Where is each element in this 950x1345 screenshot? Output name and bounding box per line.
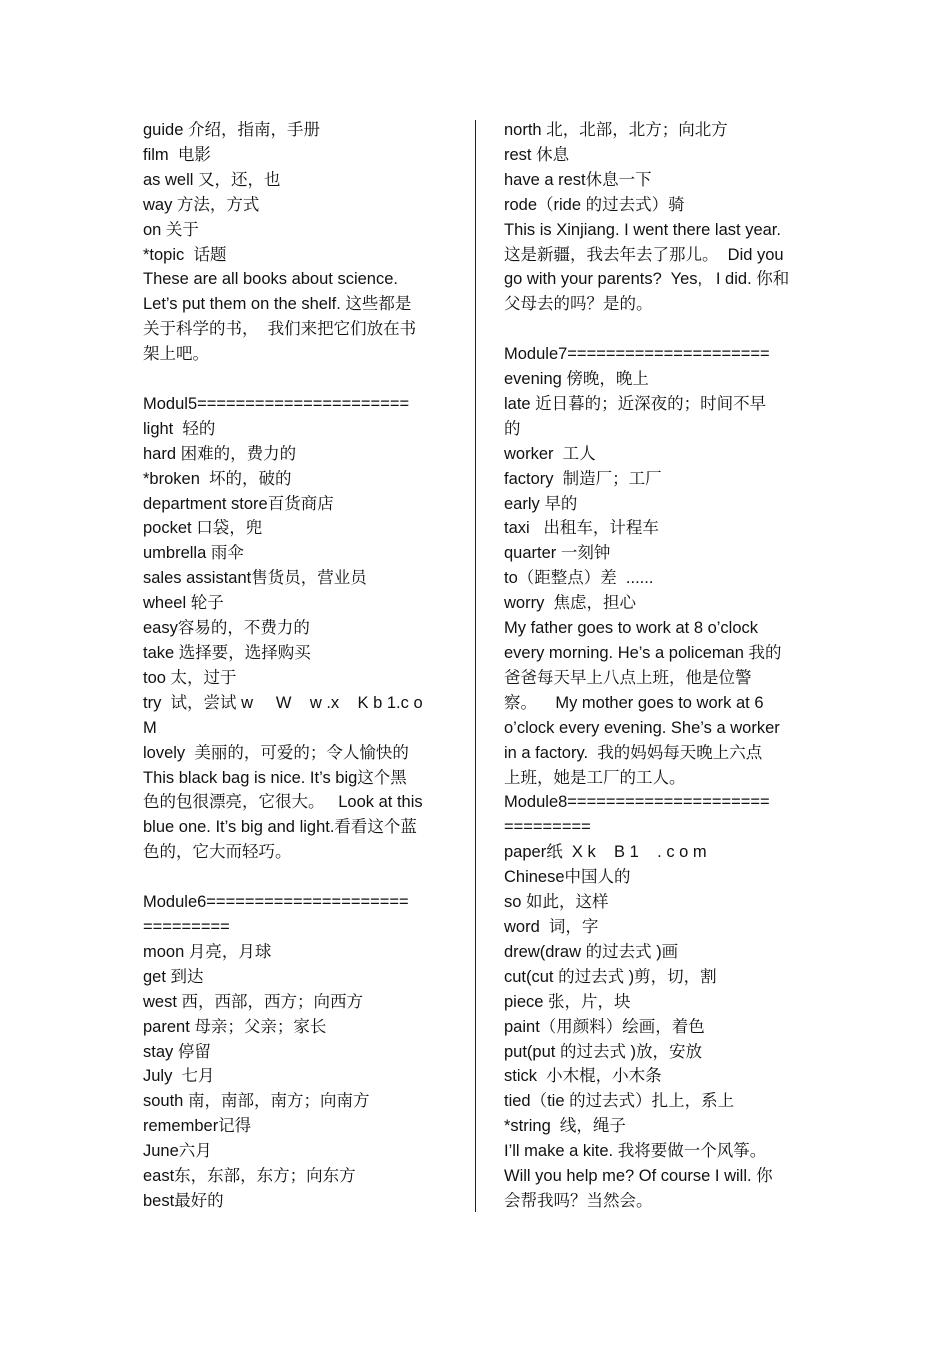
module-heading: Module6===================== [143, 893, 409, 912]
vocab-line: I’ll make a kite. 我将要做一个风筝。 [504, 1142, 767, 1161]
vocab-line: 色的包很漂亮，它很大。 Look at this [143, 793, 423, 812]
vocab-line: *broken 坏的，破的 [143, 469, 292, 488]
vocab-line: north 北，北部，北方；向北方 [504, 121, 728, 139]
vocab-line: 父母去的吗？是的。 [504, 295, 653, 314]
vocab-line: July 七月 [143, 1067, 215, 1086]
vocab-line: June六月 [143, 1142, 212, 1161]
vocab-line: piece 张，片，块 [504, 992, 631, 1011]
vocab-line: word 词，字 [504, 917, 599, 936]
vocab-line: Chinese中国人的 [504, 868, 631, 887]
vocab-line: drew(draw 的过去式 )画 [504, 942, 679, 961]
vocab-line: worry 焦虑，担心 [504, 594, 636, 613]
vocab-line: taxi 出租车，计程车 [504, 519, 659, 538]
vocab-line: 的 [504, 419, 521, 438]
vocab-line: 架上吧。 [143, 345, 209, 364]
vocab-line: stick 小木棍，小木条 [504, 1067, 662, 1086]
column-divider [475, 120, 476, 1212]
vocab-line: tied（tie 的过去式）扎上，系上 [504, 1092, 735, 1111]
vocab-line: ========= [504, 818, 591, 837]
vocab-line: so 如此，这样 [504, 893, 609, 912]
vocab-line: *string 线，绳子 [504, 1117, 626, 1136]
blank-line [143, 865, 443, 890]
vocab-line: My father goes to work at 8 o’clock [504, 619, 759, 638]
module-heading: Module7===================== [504, 345, 770, 364]
vocab-line: 会帮我吗？当然会。 [504, 1191, 653, 1210]
vocab-line: rest 休息 [504, 145, 570, 164]
vocab-line: paper纸 X k B 1 . c o m [504, 843, 707, 862]
vocab-line: *topic 话题 [143, 245, 227, 264]
module-heading: Modul5====================== [143, 394, 410, 413]
vocab-line: take 选择要，选择购买 [143, 644, 311, 663]
vocab-line: hard 困难的，费力的 [143, 444, 297, 463]
vocab-line: 爸爸每天早上八点上班，他是位警 [504, 668, 752, 687]
vocab-line: have a rest休息一下 [504, 170, 652, 189]
vocab-line: moon 月亮，月球 [143, 942, 272, 961]
vocab-line: rode（ride 的过去式）骑 [504, 195, 685, 214]
vocab-line: stay 停留 [143, 1042, 211, 1061]
vocab-line: easy容易的，不费力的 [143, 619, 310, 638]
vocab-line: evening 傍晚，晚上 [504, 370, 649, 389]
vocab-line: 关于科学的书， 我们来把它们放在书 [143, 320, 417, 339]
right-column [504, 118, 809, 1214]
vocab-line: to（距整点）差 ...... [504, 569, 654, 588]
vocab-line: ========= [143, 917, 230, 936]
vocab-line: M [143, 718, 157, 737]
vocab-line: film 电影 [143, 145, 211, 164]
vocab-line: as well 又，还，也 [143, 170, 281, 189]
vocab-line: department store百货商店 [143, 494, 334, 513]
vocab-line: best最好的 [143, 1191, 224, 1210]
vocab-line: o’clock every evening. She’s a worker [504, 718, 780, 737]
vocab-line: These are all books about science. [143, 270, 398, 289]
vocab-line: put(put 的过去式 )放，安放 [504, 1042, 703, 1061]
vocab-line: try 试，尝试 w W w .x K b 1.c o [143, 693, 423, 712]
vocab-line: west 西，西部，西方；向西方 [143, 992, 364, 1011]
vocab-line: 色的，它大而轻巧。 [143, 843, 292, 862]
vocab-line: get 到达 [143, 967, 204, 986]
vocab-line: remember记得 [143, 1117, 252, 1136]
blank-line [504, 317, 809, 342]
vocab-line: lovely 美丽的，可爱的；令人愉快的 [143, 743, 409, 762]
module-heading: Module8===================== [504, 793, 770, 812]
vocab-line: on 关于 [143, 220, 199, 239]
vocab-line: early 早的 [504, 494, 578, 513]
vocab-line: south 南，南部，南方；向南方 [143, 1092, 370, 1111]
vocab-line: 上班，她是工厂的工人。 [504, 768, 686, 787]
vocab-line: wheel 轮子 [143, 594, 224, 613]
blank-line [143, 367, 443, 392]
vocab-line: 察。 My mother goes to work at 6 [504, 693, 764, 712]
vocab-line: This black bag is nice. It’s big这个黑 [143, 768, 407, 787]
vocab-line: cut(cut 的过去式 )剪，切，割 [504, 967, 717, 986]
left-column [143, 118, 443, 1214]
vocab-line: sales assistant售货员，营业员 [143, 569, 367, 588]
vocab-line: quarter 一刻钟 [504, 544, 611, 563]
vocab-line: too 太，过于 [143, 668, 237, 687]
vocab-line: east东，东部，东方；向东方 [143, 1167, 356, 1186]
vocab-line: This is Xinjiang. I went there last year. [504, 220, 781, 239]
vocab-line: parent 母亲；父亲；家长 [143, 1017, 327, 1036]
vocab-line: 这是新疆，我去年去了那儿。 Did you [504, 245, 784, 264]
vocab-line: umbrella 雨伞 [143, 544, 244, 563]
vocab-line: go with your parents? Yes, I did. 你和 [504, 270, 790, 289]
vocab-line: Let’s put them on the shelf. 这些都是 [143, 295, 412, 314]
vocab-line: light 轻的 [143, 419, 216, 438]
vocab-line: guide 介绍，指南，手册 [143, 121, 320, 139]
vocab-line: Will you help me? Of course I will. 你 [504, 1167, 773, 1186]
vocab-line: in a factory. 我的妈妈每天晚上六点 [504, 743, 763, 762]
vocab-line: factory 制造厂；工厂 [504, 469, 662, 488]
vocab-line: late 近日暮的；近深夜的；时间不早 [504, 394, 767, 413]
vocab-line: every morning. He’s a policeman 我的 [504, 644, 782, 663]
vocab-line: worker 工人 [504, 444, 596, 463]
vocab-line: blue one. It’s big and light.看看这个蓝 [143, 818, 417, 837]
vocab-line: paint（用颜料）绘画，着色 [504, 1017, 705, 1036]
vocab-line: way 方法，方式 [143, 195, 260, 214]
vocab-line: pocket 口袋，兜 [143, 519, 263, 538]
